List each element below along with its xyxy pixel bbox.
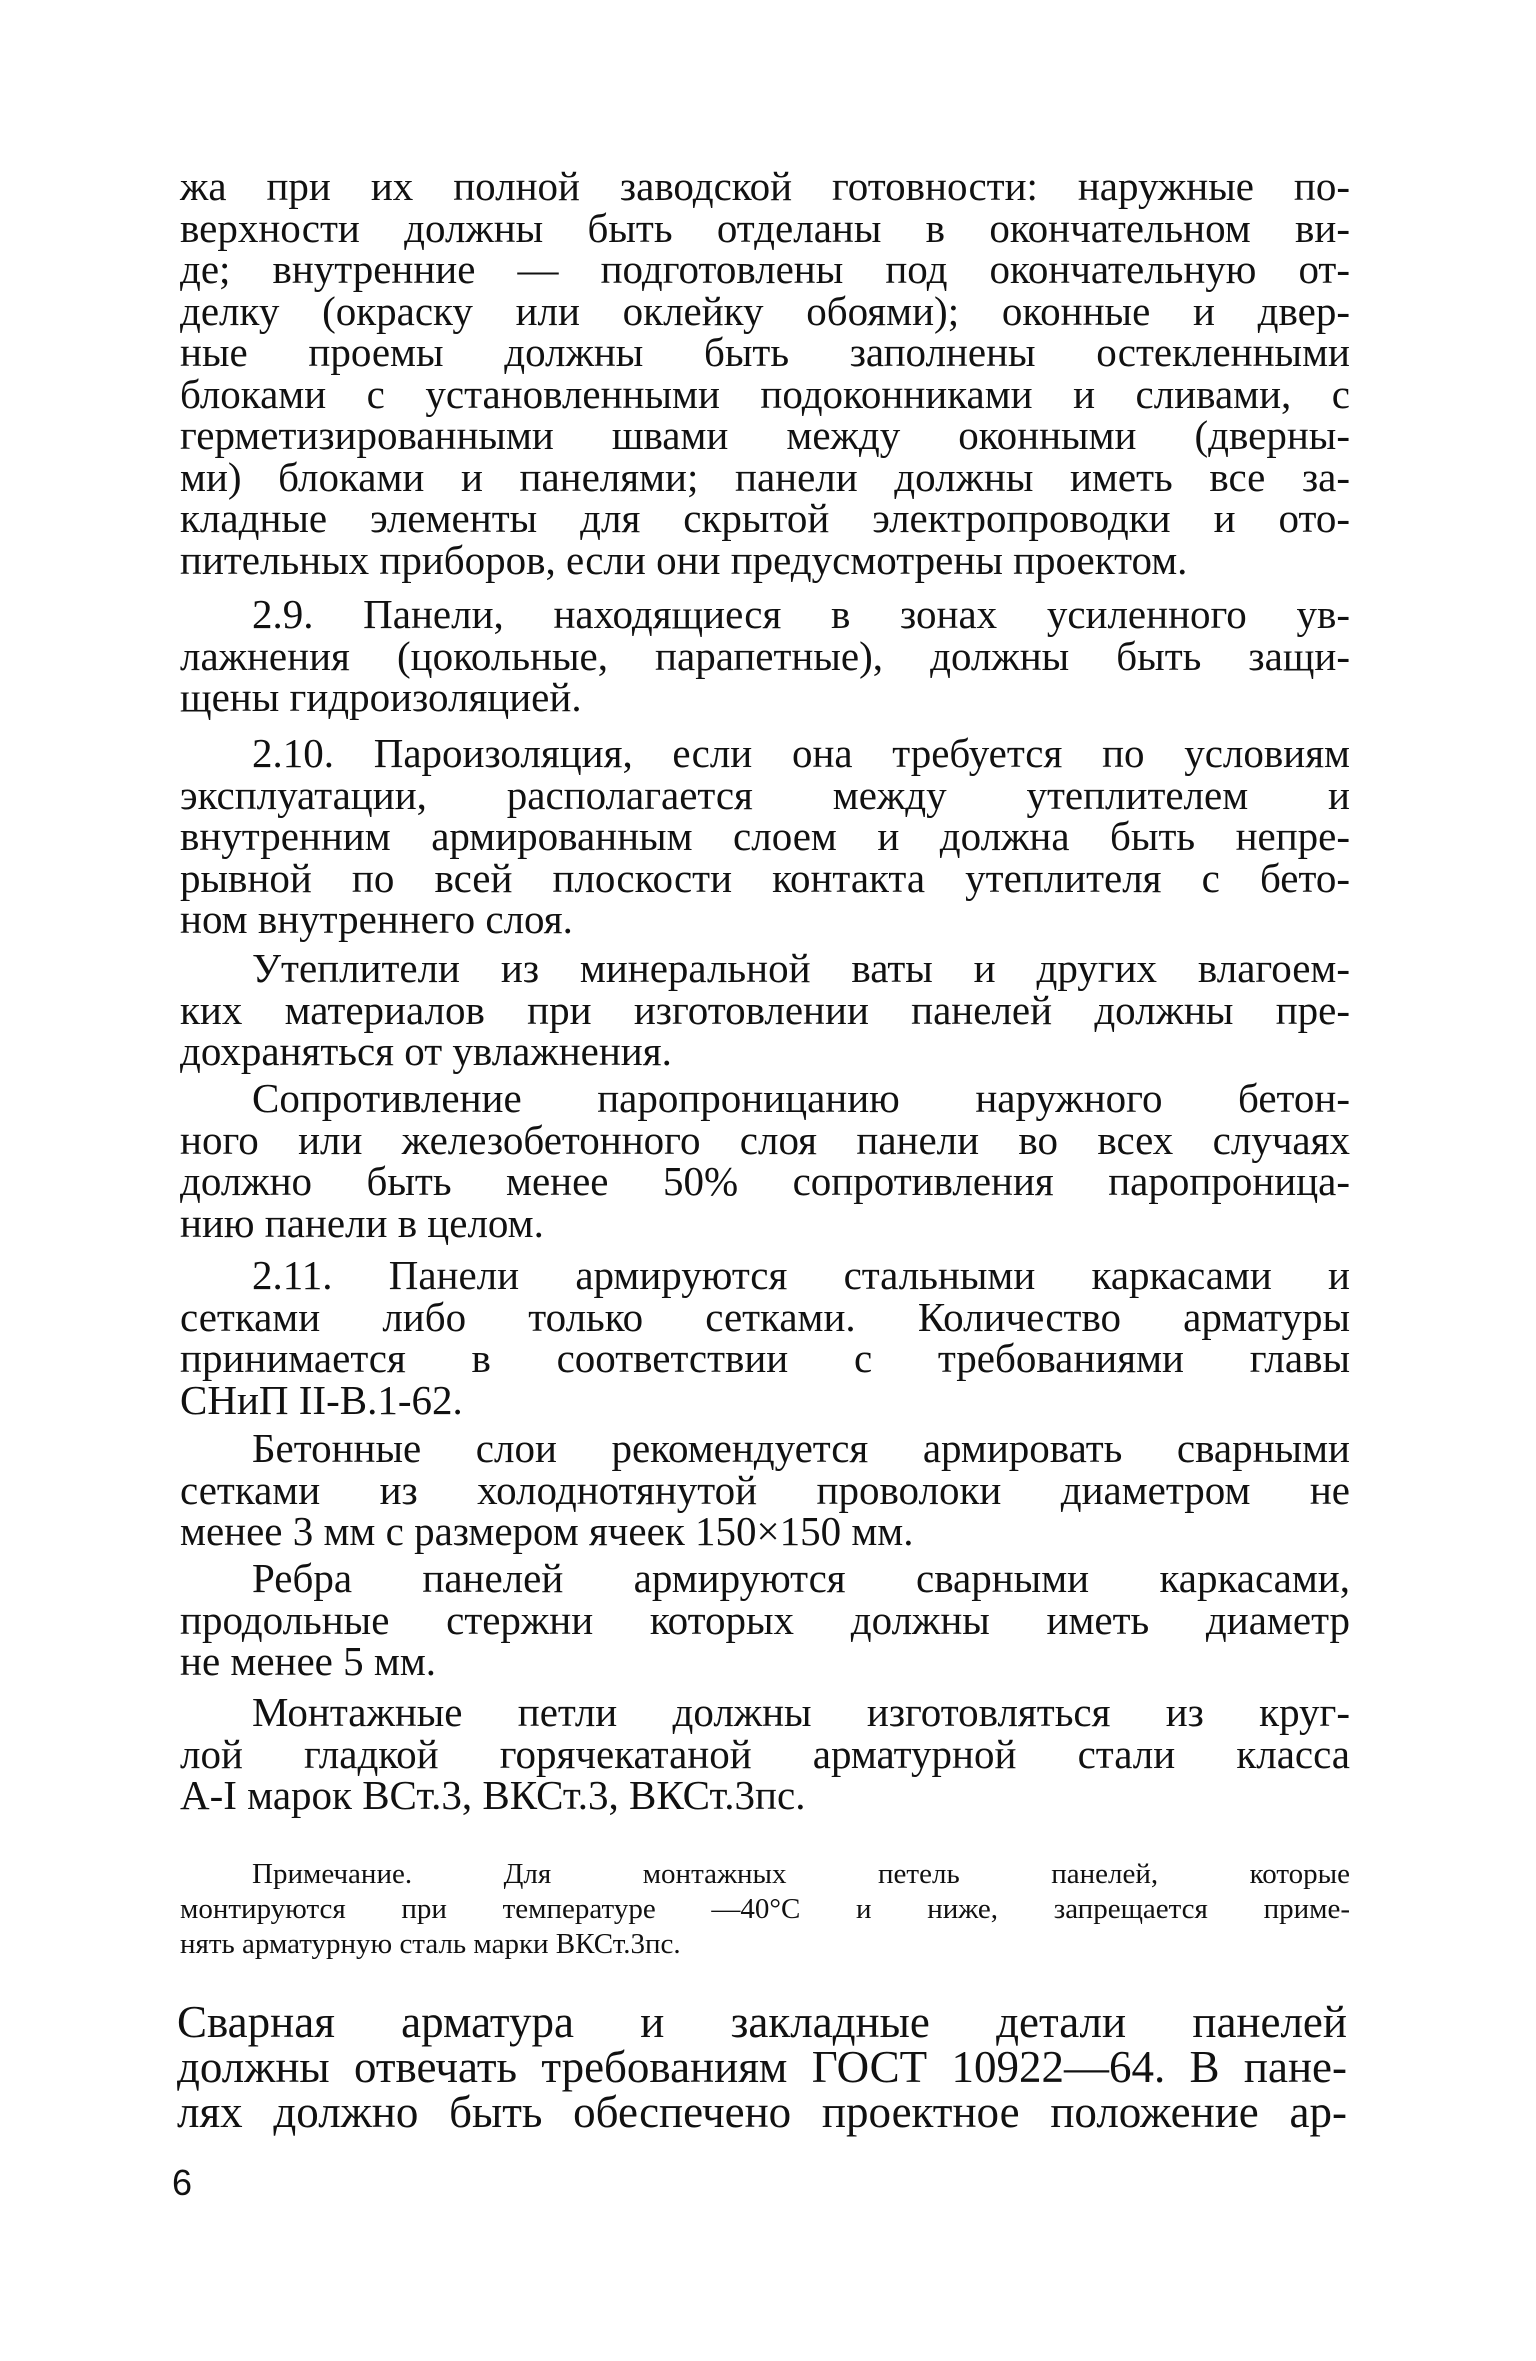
page-number: 6 bbox=[172, 2162, 193, 2203]
text-line: герметизированными швами между оконными (дверны- bbox=[180, 412, 1350, 458]
text-line: верхности должны быть отделаны в окончательном ви- bbox=[180, 204, 1350, 251]
text-line: делку (окраску или оклейку обоями); оконные и двер- bbox=[180, 287, 1350, 334]
text-line: блоками с установленными подоконниками и сливами, с bbox=[180, 370, 1350, 417]
text-line: щены гидроизоляцией. bbox=[180, 674, 582, 720]
text-line: Сварная арматура и закладные детали панелей bbox=[177, 1997, 1347, 2047]
paragraph-insulation bbox=[180, 945, 1350, 1074]
text-line: ном внутреннего слоя. bbox=[180, 896, 573, 942]
text-line: кладные элементы для скрытой электропроводки и ото- bbox=[180, 495, 1350, 541]
text-line: должны отвечать требованиям ГОСТ 10922—64. В пане- bbox=[177, 2042, 1347, 2092]
text-line: лой гладкой горячекатаной арматурной стали класса bbox=[180, 1730, 1350, 1777]
paragraph-mounting-loops bbox=[180, 1689, 1350, 1818]
paragraph-2-10 bbox=[180, 730, 1350, 942]
text-line: де; внутренние — подготовлены под окончательную от- bbox=[180, 246, 1350, 292]
text-line: лажнения (цокольные, парапетные), должны быть защи- bbox=[180, 632, 1350, 679]
paragraph-concrete-layers bbox=[180, 1425, 1350, 1554]
text-line: 2.9. Панели, находящиеся в зонах усиленного ув- bbox=[252, 591, 1350, 637]
text-line: не менее 5 мм. bbox=[180, 1638, 437, 1684]
text-line: Утеплители из минеральной ваты и других влагоем- bbox=[252, 945, 1350, 991]
text-line: 2.10. Пароизоляция, если она требуется по условиям bbox=[252, 730, 1350, 776]
text-line: монтируются при температуре —40°С и ниже, запрещается приме- bbox=[180, 1893, 1350, 1925]
text-line: дохраняться от увлажнения. bbox=[180, 1028, 672, 1074]
text-line: Примечание. Для монтажных петель панелей, которые bbox=[252, 1858, 1350, 1890]
paragraph-intro bbox=[180, 163, 1350, 583]
paragraph-ribs bbox=[180, 1555, 1350, 1684]
text-line: пительных приборов, если они предусмотрены проектом. bbox=[180, 536, 1188, 583]
text-line: лях должно быть обеспечено проектное положение ар- bbox=[177, 2087, 1347, 2137]
text-line: нять арматурную сталь марки ВКСт.3пс. bbox=[180, 1928, 681, 1960]
text-line: СНиП II-В.1-62. bbox=[180, 1376, 463, 1423]
text-line: рывной по всей плоскости контакта утеплителя с бето- bbox=[180, 854, 1350, 901]
text-line: сетками из холоднотянутой проволоки диаметром не bbox=[180, 1466, 1350, 1513]
text-line: жа при их полной заводской готовности: наружные по- bbox=[180, 163, 1350, 209]
text-line: сетками либо только сетками. Количество арматуры bbox=[180, 1293, 1350, 1340]
text-line: ких материалов при изготовлении панелей должны пре- bbox=[180, 986, 1350, 1033]
text-line: эксплуатации, располагается между утеплителем и bbox=[180, 771, 1350, 818]
paragraph-2-9 bbox=[180, 591, 1350, 720]
paragraph-welded-reinforcement bbox=[177, 1997, 1347, 2137]
text-line: внутренним армированным слоем и должна быть непре- bbox=[180, 813, 1350, 859]
text-line: Бетонные слои рекомендуется армировать сварными bbox=[252, 1425, 1350, 1471]
text-line: Ребра панелей армируются сварными каркасами, bbox=[252, 1555, 1350, 1601]
paragraph-vapor-resistance bbox=[180, 1075, 1350, 1246]
paragraph-2-11 bbox=[180, 1252, 1350, 1423]
note-paragraph bbox=[180, 1857, 1350, 1962]
text-line: ные проемы должны быть заполнены остекленными bbox=[180, 329, 1350, 375]
text-line: менее 3 мм с размером ячеек 150×150 мм. bbox=[180, 1508, 914, 1554]
text-line: А-I марок ВСт.3, ВКСт.3, ВКСт.3пс. bbox=[180, 1772, 806, 1818]
text-line: Сопротивление паропроницанию наружного бетон- bbox=[252, 1075, 1350, 1121]
text-line: ного или железобетонного слоя панели во всех случаях bbox=[180, 1116, 1350, 1163]
text-line: Монтажные петли должны изготовляться из круг- bbox=[252, 1689, 1350, 1735]
text-line: должно быть менее 50% сопротивления паропроница- bbox=[180, 1158, 1350, 1204]
text-line: продольные стержни которых должны иметь диаметр bbox=[180, 1596, 1350, 1643]
text-line: нию панели в целом. bbox=[180, 1199, 544, 1246]
text-line: принимается в соответствии с требованиями главы bbox=[180, 1335, 1350, 1381]
text-line: 2.11. Панели армируются стальными каркасами и bbox=[252, 1252, 1350, 1298]
text-line: ми) блоками и панелями; панели должны иметь все за- bbox=[180, 453, 1350, 500]
